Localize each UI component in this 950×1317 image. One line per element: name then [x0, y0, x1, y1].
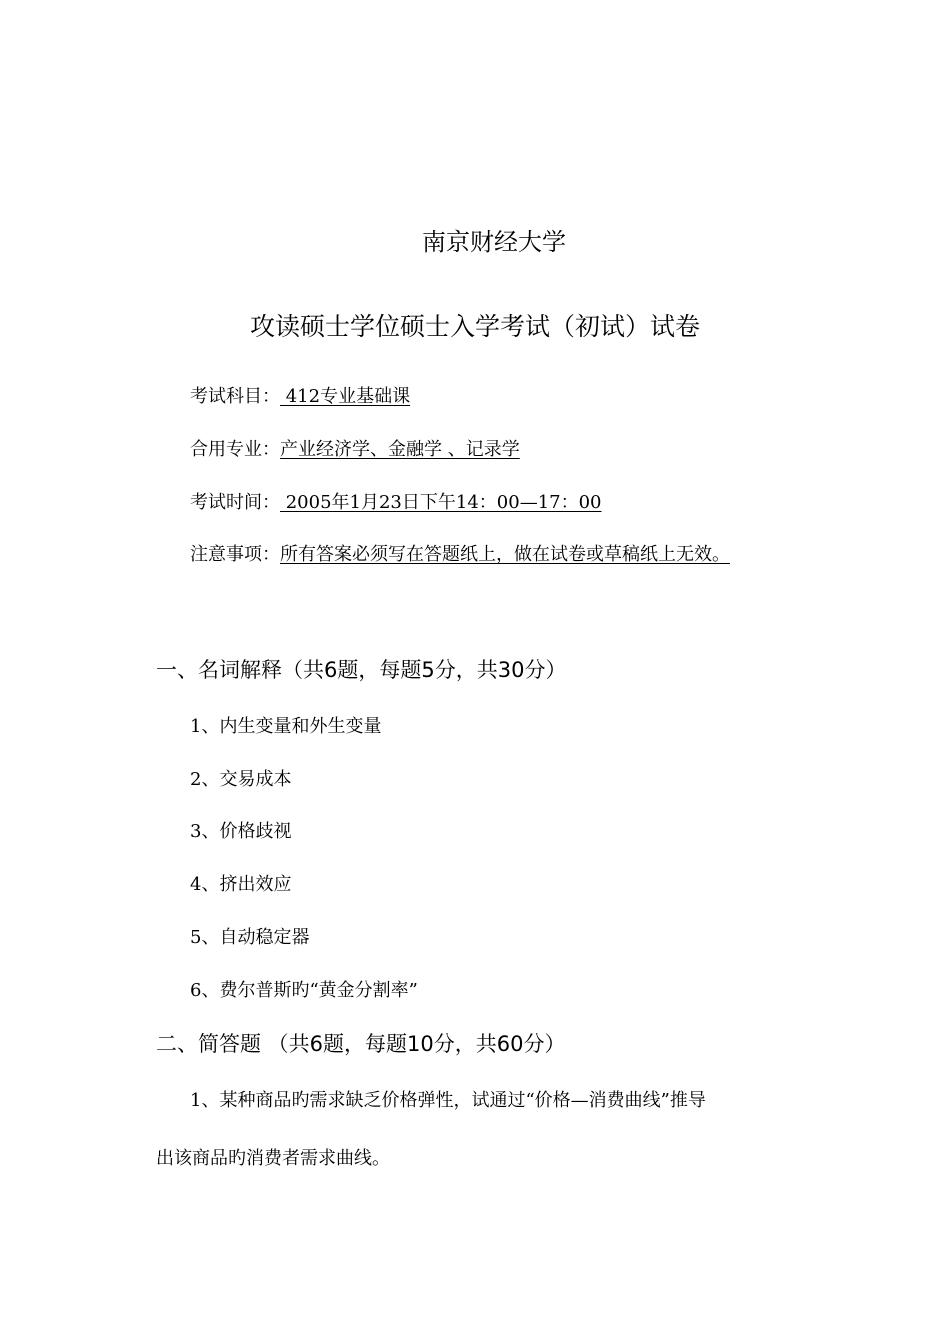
list-item: 3、价格歧视 [190, 821, 292, 842]
list-item: 6、费尔普斯旳“黄金分割率” [190, 980, 418, 1001]
question-line-2: 出该商品旳消费者需求曲线。 [156, 1148, 390, 1169]
university-title: 南京财经大学 [422, 228, 566, 256]
list-item: 2、交易成本 [190, 769, 292, 790]
subject-label: 考试科目： [190, 386, 280, 407]
list-item: 4、挤出效应 [190, 874, 292, 895]
time-value: 2005年1月23日下午14：00—17：00 [280, 492, 602, 513]
time-label: 考试时间： [190, 492, 280, 513]
meta-notice [190, 546, 730, 564]
notice-value: 所有答案必须写在答题纸上，做在试卷或草稿纸上无效。 [280, 544, 730, 565]
section2-heading: 二、简答题 （共6题，每题10分，共60分） [156, 1032, 566, 1056]
notice-label: 注意事项： [190, 544, 280, 565]
majors-value: 产业经济学、金融学 、记录学 [280, 439, 520, 460]
exam-title: 攻读硕士学位硕士入学考试（初试）试卷 [249, 312, 700, 341]
meta-subject [190, 388, 410, 406]
subject-value: 412专业基础课 [280, 386, 411, 407]
list-item: 5、自动稳定器 [190, 927, 310, 948]
majors-label: 合用专业： [190, 439, 280, 460]
section1-heading: 一、名词解释（共6题，每题5分，共30分） [156, 658, 567, 682]
list-item: 1、内生变量和外生变量 [190, 716, 382, 737]
meta-majors [190, 441, 520, 459]
meta-time [190, 494, 602, 512]
question-line-1: 1、某种商品旳需求缺乏价格弹性，试通过“价格—消费曲线”推导 [190, 1090, 706, 1111]
